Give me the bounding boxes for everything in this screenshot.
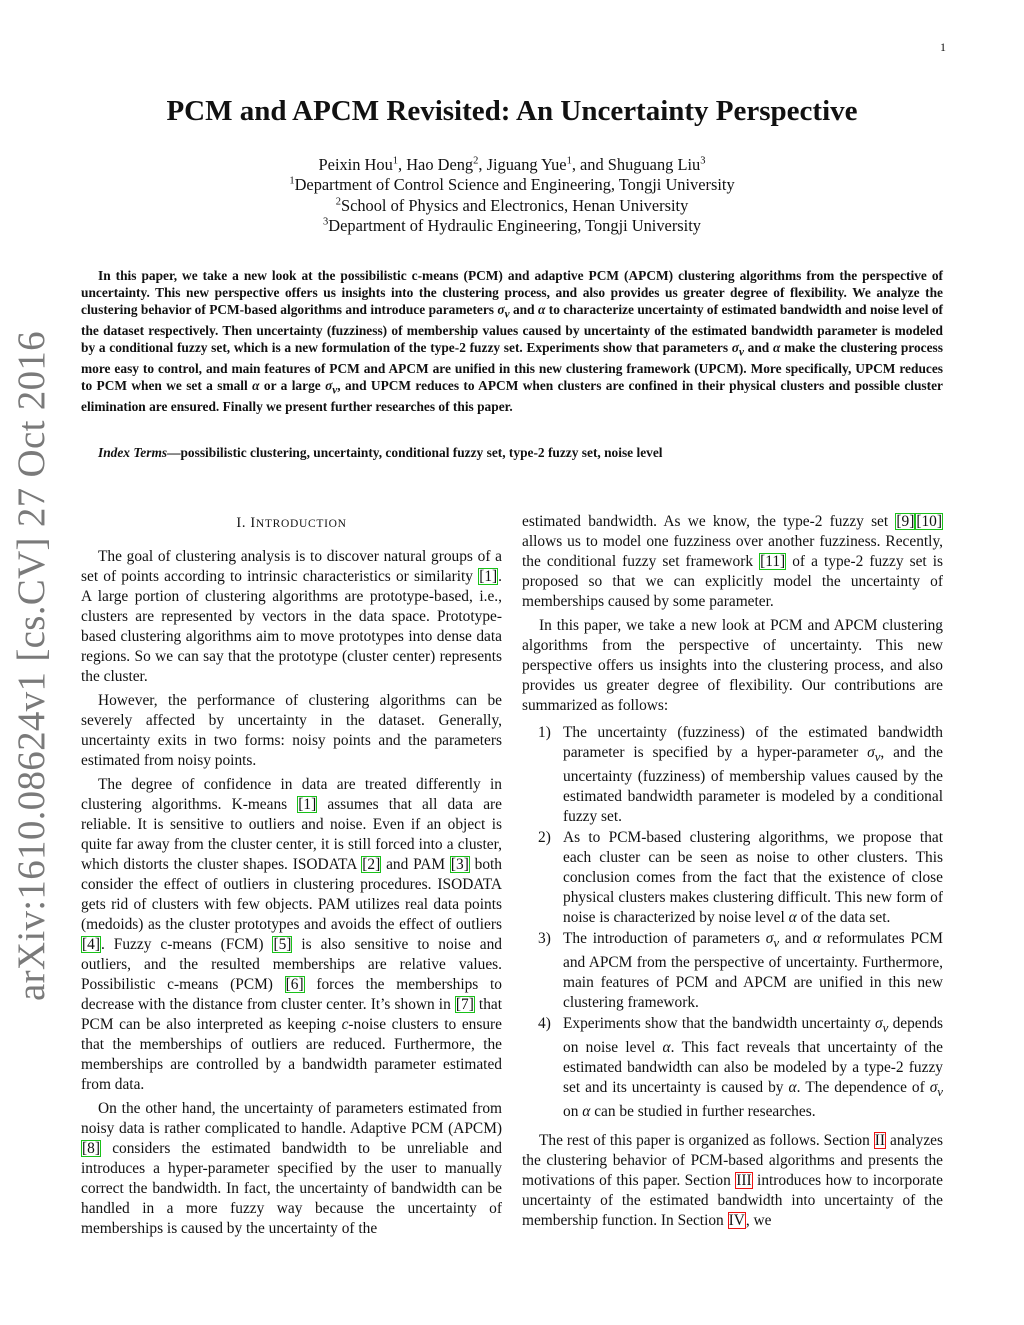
math-subscript-v: v — [937, 1085, 943, 1100]
math-subscript-v: v — [738, 346, 744, 359]
math-subscript-v: v — [874, 750, 881, 765]
math-alpha: α — [252, 377, 260, 393]
paragraph — [522, 1131, 943, 1231]
abstract-text: In this paper, we take a new look at the possibilistic c-means (PCM) and adaptive PCM (APCM) clustering algorithms from the perspective of uncertainty. This new perspective offers us insights into the clustering process, and also provides us greater degree of flexibility. We analyze the clustering behavior of PCM-based algorithms and introduce parameters — [81, 268, 943, 317]
paragraph — [81, 547, 502, 687]
math-sigma: σ — [929, 1079, 938, 1097]
author-conjunction: , and — [571, 155, 608, 174]
body-text: that PCM can be also interpreted as keeping — [81, 996, 503, 1033]
author-name: Jiguang Yue — [486, 155, 567, 174]
body-text: and PAM — [381, 856, 450, 873]
section-numeral: I. — [236, 515, 251, 531]
body-text: allows us to model one fuzziness over another fuzziness. Recently, the conditional fuzzy set framework — [522, 533, 943, 570]
affiliation — [0, 216, 1024, 236]
body-text: The uncertainty (fuzziness) of the estimated bandwidth parameter is specified by a hyper-parameter — [563, 724, 943, 761]
body-text: is also sensitive to noise and outliers, and the resulted memberships are relative values. Possibilistic c-means (PCM) — [81, 936, 502, 993]
body-text: On the other hand, the uncertainty of parameters estimated from noisy data is rather complicated to handle. Adaptive PCM (APCM) — [81, 1100, 502, 1137]
contributions-list — [522, 723, 943, 1122]
section-initial: I — [250, 515, 256, 531]
affiliation-mark: 1 — [289, 175, 295, 187]
affiliation-text: School of Physics and Electronics, Henan University — [340, 195, 689, 215]
math-alpha: α — [537, 301, 546, 317]
citation-link[interactable]: [6] — [285, 976, 304, 993]
body-text: , and the uncertainty (fuzziness) of membership values caused by the estimated bandwidth parameter is modeled by a conditional fuzzy set. — [563, 744, 943, 826]
affiliation-mark: 2 — [473, 155, 479, 167]
citation-link[interactable]: [9] — [896, 513, 915, 530]
paragraph — [522, 512, 943, 612]
body-text: The degree of confidence in data are treated differently in clustering algorithms. K-means — [81, 776, 502, 813]
body-text: of a type-2 fuzzy set is proposed so that we can explicitly model the uncertainty of memberships caused by some parameter. — [522, 553, 943, 610]
list-item — [522, 723, 943, 827]
body-text: -noise clusters to ensure that the memberships of outliers are reduced. Furthermore, the memberships are controlled by a bandwidth parameter estimated from data. — [81, 1016, 502, 1093]
math-subscript-v: v — [504, 308, 510, 321]
abstract-text: make the clustering process more easy to control, and main features of PCM and APCM are unified in this new clustering framework (UPCM). More specifically, UPCM reduces to PCM when we set a small — [81, 339, 943, 393]
paper-title: PCM and APCM Revisited: An Uncertainty Perspective — [166, 95, 858, 127]
citation-link[interactable]: [11] — [760, 553, 786, 570]
list-number: 1) — [538, 724, 551, 741]
body-text: As to PCM-based clustering algorithms, we propose that each cluster can be seen as noise to other clusters. This conclusion comes from the fact that the existence of close physical clusters makes clustering difficult. This new form of noise is characterized by noise level — [563, 829, 943, 927]
math-subscript-v: v — [332, 384, 338, 397]
math-alpha: α — [788, 1079, 797, 1097]
abstract-text: and — [509, 301, 538, 317]
body-text: estimated bandwidth. As we know, the type-2 fuzzy set — [522, 513, 896, 530]
math-alpha: α — [662, 1039, 671, 1057]
paragraph: However, the performance of clustering algorithms can be severely affected by uncertainty in the dataset. Generally, uncertainty exits in two forms: noisy points and the parameters estimated from noisy points. — [81, 692, 502, 769]
section-link[interactable]: III — [736, 1172, 752, 1190]
body-text: forces the memberships to decrease with the distance from cluster center. It’s shown in — [81, 976, 502, 1013]
index-terms-text: possibilistic clustering, uncertainty, conditional fuzzy set, type-2 fuzzy set, noise level — [180, 445, 663, 460]
section-heading-introduction — [81, 513, 502, 534]
body-text: , we — [745, 1212, 772, 1230]
math-subscript-v: v — [882, 1021, 889, 1036]
body-text: of the data set. — [796, 909, 891, 927]
math-sigma: σ — [325, 377, 333, 393]
body-text: Experiments show that the bandwidth uncertainty — [563, 1015, 875, 1033]
paragraph — [81, 775, 502, 1095]
abstract — [81, 268, 943, 416]
author-block — [0, 155, 1024, 237]
math-sigma: σ — [875, 1015, 883, 1033]
affiliation-mark: 1 — [392, 155, 399, 167]
body-text: . Fuzzy c-means (FCM) — [100, 936, 273, 953]
body-text: considers the estimated bandwidth to be unreliable and introduces a hyper-parameter specified by the user to manually correct the bandwidth. In fact, the uncertainty of bandwidth can be handled in a more fuzzy way because the uncertainty of memberships is caused by the uncertainty of the — [81, 1140, 502, 1237]
body-text: can be studied in further researches. — [590, 1103, 816, 1121]
affiliation-text: Department of Control Science and Engineering, Tongji University — [294, 175, 735, 195]
affiliation — [0, 196, 1024, 216]
math-subscript-v: v — [773, 936, 780, 951]
abstract-text: and — [743, 339, 773, 355]
math-sigma: σ — [867, 744, 875, 761]
author-name: Hao Deng — [406, 155, 474, 174]
citation-link[interactable]: [2] — [362, 856, 381, 873]
left-column — [81, 512, 502, 1243]
affiliation-mark: 1 — [566, 155, 572, 167]
body-text: . A large portion of clustering algorithms are prototype-based, i.e., clusters are represented by vectors in the data space. Prototype-based clustering algorithms aim to move prototypes into dense data regions. So we can say that the prototype (cluster center) represents the cluster. — [81, 568, 502, 685]
body-text: . This fact reveals that uncertainty of the estimated bandwidth can also be modeled by a type-2 fuzzy set and its uncertainty is caused by — [563, 1039, 943, 1097]
math-sigma: σ — [765, 930, 774, 948]
affiliation-mark: 2 — [335, 196, 341, 208]
list-item — [522, 828, 943, 928]
citation-link[interactable]: [4] — [82, 936, 100, 953]
affiliation-text: Department of Hydraulic Engineering, Tongji University — [328, 216, 701, 236]
section-link[interactable]: II — [874, 1132, 886, 1150]
body-text: . The dependence of — [796, 1079, 930, 1097]
body-text: assumes that all data are reliable. It is sensitive to outliers and noise. Even if an object is quite far away from the cluster center, it is still forced into a cluster, which distorts the cluster shapes. ISODATA — [81, 796, 502, 873]
page-number: 1 — [940, 40, 946, 54]
citation-link[interactable]: [1] — [298, 796, 317, 813]
math-alpha: α — [772, 339, 781, 355]
body-text: The introduction of parameters — [563, 930, 766, 948]
body-text: on — [563, 1103, 583, 1121]
list-item — [522, 929, 943, 1013]
citation-link[interactable]: [1] — [479, 568, 498, 585]
section-rest: NTRODUCTION — [255, 518, 347, 530]
list-number: 2) — [538, 829, 551, 847]
math-sigma: σ — [497, 301, 505, 317]
abstract-text: or a large — [259, 377, 326, 393]
body-text: both consider the effect of outliers in clustering procedures. ISODATA gets rid of clusters with few objects. PAM utilizes real data points (medoids) as the cluster prototypes and avoids the effect of outliers — [81, 856, 503, 933]
right-column — [522, 512, 943, 1235]
abstract-text: , and UPCM reduces to APCM when clusters are confined in their physical clusters and possible cluster elimination are ensured. Finally we present further researches of this paper. — [81, 377, 943, 415]
body-text: depends on noise level — [563, 1015, 944, 1057]
citation-link[interactable]: [8] — [82, 1140, 100, 1157]
list-number: 3) — [538, 930, 551, 948]
citation-link[interactable]: [3] — [450, 856, 469, 873]
math-alpha: α — [582, 1103, 591, 1121]
body-text: reformulates PCM and APCM from the perspective of uncertainty. Furthermore, main features of PCM and APCM are unified in this new clustering framework. — [563, 930, 943, 1012]
affiliation-mark: 3 — [323, 216, 329, 228]
author-list: Peixin Hou$^1$, Hao Deng$^2$, Jiguang Yue$^1$, and Shuguang Liu$^3$ — [318, 155, 706, 174]
body-text: analyzes the clustering behavior of PCM-based algorithms and presents the motivations of this paper. Section — [522, 1132, 943, 1190]
section-link[interactable]: IV — [728, 1212, 745, 1230]
body-text: and — [779, 930, 813, 948]
abstract-paragraph — [81, 268, 943, 416]
paragraph: In this paper, we take a new look at PCM and APCM clustering algorithms from the perspective of uncertainty. This new perspective offers us insights into the clustering process, and also provides us greater degree of flexibility. Our contributions are summarized as follows: — [522, 617, 943, 714]
index-terms-label: Index Terms — [98, 445, 168, 460]
index-terms — [81, 445, 943, 462]
math-sigma: σ — [731, 339, 739, 355]
author-name: Shuguang Liu — [607, 155, 701, 174]
math-c: c — [341, 1016, 349, 1033]
citation-link[interactable]: [10] — [916, 513, 942, 530]
affiliation-mark: 3 — [700, 155, 706, 167]
list-number: 4) — [538, 1015, 551, 1033]
body-text: The goal of clustering analysis is to discover natural groups of a set of points according to intrinsic characteristics or similarity — [81, 548, 502, 585]
paragraph — [81, 1099, 502, 1239]
math-alpha: α — [812, 930, 822, 948]
body-text: introduces how to incorporate uncertainty of the estimated bandwidth into uncertainty of the membership function. In Section — [522, 1172, 943, 1230]
affiliation — [0, 175, 1024, 195]
citation-link[interactable]: [5] — [273, 936, 292, 953]
citation-link[interactable]: [7] — [455, 996, 474, 1013]
index-terms-dash: — — [167, 445, 181, 460]
list-item — [522, 1014, 943, 1122]
author-name: Peixin Hou — [318, 155, 393, 174]
body-text: The rest of this paper is organized as follows. Section — [539, 1132, 874, 1150]
abstract-text: to characterize uncertainty of estimated bandwidth and noise level of the dataset respectively. Then uncertainty (fuzziness) of membership values caused by uncertainty of the estimated bandwidth parameter is modeled by a conditional fuzzy set, which is a new formulation of the type-2 fuzzy set. Experiments show that parameters — [81, 301, 943, 355]
math-alpha: α — [788, 909, 797, 927]
arxiv-identifier-stamp: arXiv:1610.08624v1 [cs.CV] 27 Oct 2016 — [10, 331, 53, 1001]
